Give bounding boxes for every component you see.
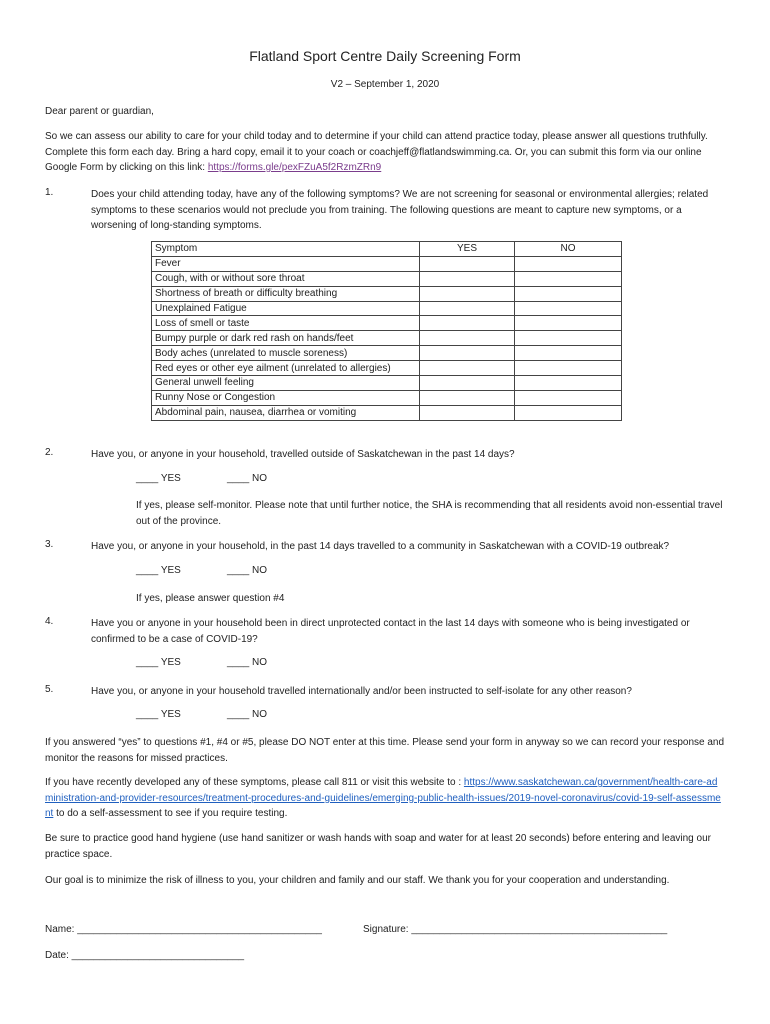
symptom-cell: Loss of smell or taste (152, 316, 420, 331)
page-title: Flatland Sport Centre Daily Screening Form (249, 48, 521, 64)
q3-note: If yes, please answer question #4 (136, 593, 285, 604)
no-cell[interactable] (515, 346, 622, 361)
header-no: NO (515, 242, 622, 257)
symptom-cell: Abdominal pain, nausea, diarrhea or vomiting (152, 405, 420, 420)
yes-cell[interactable] (420, 346, 515, 361)
no-cell[interactable] (515, 376, 622, 391)
q3-no-option[interactable]: ____ NO (227, 565, 268, 576)
symptoms-text-post: to do a self-assessment to see if you require testing. (53, 808, 288, 819)
table-row (152, 361, 622, 376)
q5-no-option[interactable]: ____ NO (227, 709, 268, 720)
no-cell[interactable] (515, 286, 622, 301)
q2-number: 2. (45, 447, 54, 458)
table-row (152, 256, 622, 271)
yes-cell[interactable] (420, 316, 515, 331)
no-cell[interactable] (515, 256, 622, 271)
no-cell[interactable] (515, 331, 622, 346)
symptoms-text-pre: If you have recently developed any of these symptoms, please call 811 or visit this website to : (45, 777, 464, 788)
greeting: Dear parent or guardian, (45, 106, 154, 117)
q5-number: 5. (45, 684, 54, 695)
symptom-cell: General unwell feeling (152, 376, 420, 391)
symptom-cell: Bumpy purple or dark red rash on hands/feet (152, 331, 420, 346)
symptom-table (151, 241, 622, 421)
answered-yes-paragraph: If you answered “yes” to questions #1, #4 or #5, please DO NOT enter at this time. Please send your form in anyway so we can record your response and monitor the reasons for missed practices. (45, 737, 725, 764)
yes-cell[interactable] (420, 361, 515, 376)
table-row (152, 346, 622, 361)
intro-paragraph (45, 129, 725, 176)
q4-number: 4. (45, 616, 54, 627)
goal-paragraph: Our goal is to minimize the risk of illness to you, your children and family and our staff. We thank you for your cooperation and understanding. (45, 875, 670, 886)
symptom-cell: Body aches (unrelated to muscle soreness) (152, 346, 420, 361)
q3-number: 3. (45, 539, 54, 550)
yes-cell[interactable] (420, 286, 515, 301)
symptom-cell: Shortness of breath or difficulty breathing (152, 286, 420, 301)
yes-cell[interactable] (420, 256, 515, 271)
header-yes: YES (420, 242, 515, 257)
no-cell[interactable] (515, 405, 622, 420)
q3-text: Have you, or anyone in your household, in the past 14 days travelled to a community in Saskatchewan with a COVID-19 outbreak? (91, 541, 670, 552)
q3-yes-option[interactable]: ____ YES (136, 565, 181, 576)
no-cell[interactable] (515, 301, 622, 316)
symptom-cell: Unexplained Fatigue (152, 301, 420, 316)
q2-text: Have you, or anyone in your household, travelled outside of Saskatchewan in the past 14 days? (91, 449, 515, 460)
q5-yes-option[interactable]: ____ YES (136, 709, 181, 720)
table-header-row (152, 242, 622, 257)
google-form-link[interactable]: https://forms.gle/pexFZuA5f2RzmZRn9 (207, 162, 382, 173)
q2-note: If yes, please self-monitor. Please note that until further notice, the SHA is recommending that all residents avoid non-essential travel out of the province. (136, 500, 723, 527)
q2-no-option[interactable]: ____ NO (227, 473, 268, 484)
q2-yes-option[interactable]: ____ YES (136, 473, 181, 484)
yes-cell[interactable] (420, 301, 515, 316)
symptom-cell: Fever (152, 256, 420, 271)
table-row (152, 331, 622, 346)
yes-cell[interactable] (420, 390, 515, 405)
symptom-cell: Cough, with or without sore throat (152, 271, 420, 286)
version-line: V2 – September 1, 2020 (330, 79, 440, 90)
q1-number: 1. (45, 187, 54, 198)
symptoms-paragraph (45, 775, 725, 822)
no-cell[interactable] (515, 390, 622, 405)
yes-cell[interactable] (420, 331, 515, 346)
no-cell[interactable] (515, 271, 622, 286)
no-cell[interactable] (515, 361, 622, 376)
q1-text: Does your child attending today, have any of the following symptoms? We are not screening for seasonal or environmental allergies; related symptoms to these scenarios would not preclude you from training. The following questions are meant to capture new symptoms, or a worsening of long-standing symptoms. (91, 189, 709, 231)
header-symptom: Symptom (152, 242, 420, 257)
q4-text: Have you or anyone in your household been in direct unprotected contact in the last 14 days with someone who is being investigated or confirmed to be a case of COVID-19? (91, 618, 690, 645)
intro-text: So we can assess our ability to care for your child today and to determine if your child can attend practice today, please answer all questions truthfully. Complete this form each day. Bring a hard copy, email it to your coach or coachjeff@flatlandswimming.ca. Or, you can submit this form via our online Google Form by clicking on this link: (45, 131, 708, 173)
table-row (152, 301, 622, 316)
hygiene-paragraph: Be sure to practice good hand hygiene (use hand sanitizer or wash hands with soap and water for at least 20 seconds) before entering and leaving our practice space. (45, 833, 711, 860)
symptom-cell: Runny Nose or Congestion (152, 390, 420, 405)
table-row (152, 376, 622, 391)
table-row (152, 286, 622, 301)
table-row (152, 405, 622, 420)
yes-cell[interactable] (420, 405, 515, 420)
symptom-cell: Red eyes or other eye ailment (unrelated to allergies) (152, 361, 420, 376)
q4-yes-option[interactable]: ____ YES (136, 657, 181, 668)
signature-field[interactable]: Signature: ______________________________________________ (363, 924, 668, 935)
yes-cell[interactable] (420, 376, 515, 391)
self-assessment-link[interactable]: https://www.saskatchewan.ca/government/health-care-administration-and-provider-resources/treatment-procedures-and-guidelines/emerging-public-health-issues/2019-novel-coronavirus/covid-19-self-assessment (45, 777, 721, 819)
name-field[interactable]: Name: ____________________________________________ (45, 924, 322, 935)
yes-cell[interactable] (420, 271, 515, 286)
q4-no-option[interactable]: ____ NO (227, 657, 268, 668)
date-field[interactable]: Date: _______________________________ (45, 950, 245, 961)
table-row (152, 271, 622, 286)
no-cell[interactable] (515, 316, 622, 331)
table-row (152, 390, 622, 405)
table-row (152, 316, 622, 331)
q5-text: Have you, or anyone in your household travelled internationally and/or been instructed to self-isolate for any other reason? (91, 686, 632, 697)
